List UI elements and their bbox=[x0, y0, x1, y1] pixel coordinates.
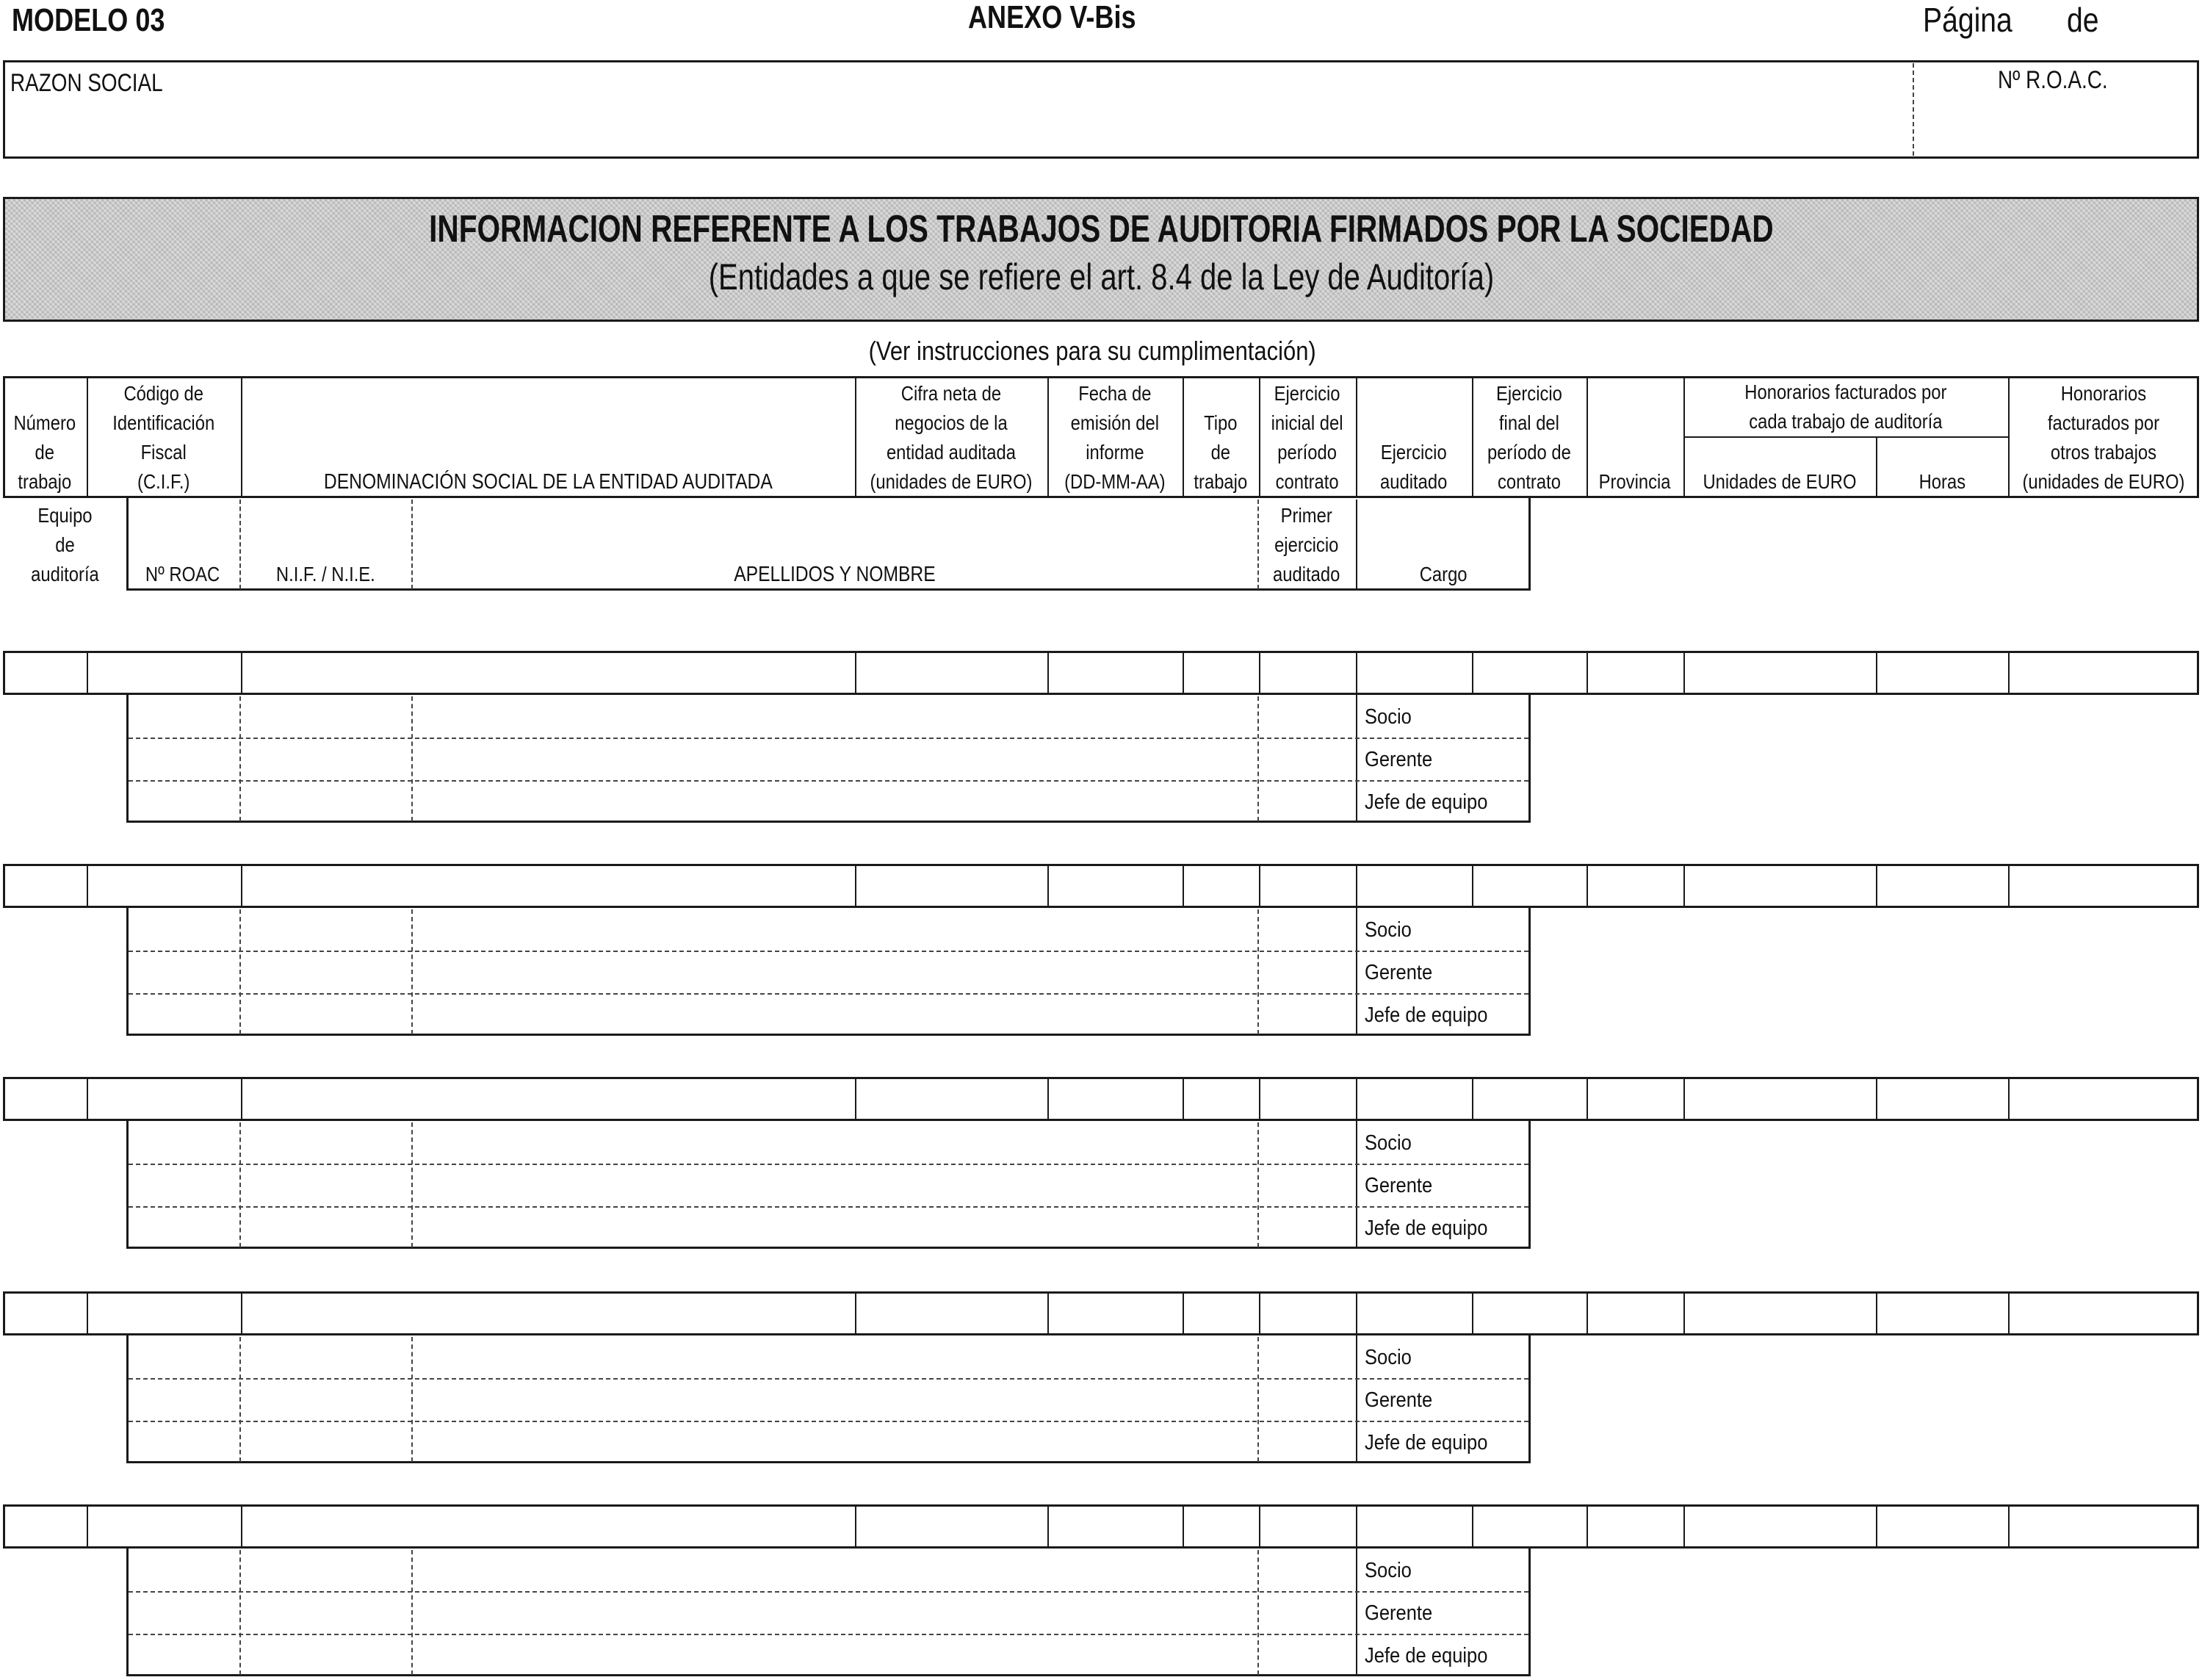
column-divider bbox=[1183, 1504, 1184, 1549]
col-unidades-euro-text: Unidades de EURO bbox=[1703, 470, 1857, 493]
team-cell[interactable] bbox=[414, 1551, 1257, 1589]
col-honorarios-otros bbox=[2008, 376, 2199, 497]
team-cell[interactable] bbox=[414, 995, 1257, 1034]
job-cell[interactable] bbox=[1050, 1079, 1182, 1119]
col-fecha-emision-text: Fecha de emisión del informe (DD-MM-AA) bbox=[1064, 382, 1166, 493]
team-cell[interactable] bbox=[242, 995, 411, 1034]
team-cell[interactable] bbox=[242, 740, 411, 778]
company-name-field[interactable] bbox=[10, 103, 1905, 151]
column-divider bbox=[1876, 1504, 1877, 1549]
job-cell[interactable] bbox=[857, 1294, 1047, 1333]
team-row-divider bbox=[129, 993, 1528, 995]
team-cell[interactable] bbox=[242, 782, 411, 821]
job-cell[interactable] bbox=[1589, 1507, 1683, 1546]
team-cell[interactable] bbox=[1260, 1423, 1355, 1461]
job-cell[interactable] bbox=[1686, 1079, 1875, 1119]
col-apellidos bbox=[411, 500, 1257, 589]
company-name-label: RAZON SOCIAL bbox=[10, 69, 163, 97]
team-role-label: Gerente bbox=[1365, 961, 1433, 984]
team-cell[interactable] bbox=[1260, 1338, 1355, 1376]
banner-title bbox=[0, 210, 2202, 248]
team-cell[interactable] bbox=[414, 740, 1257, 778]
banner-subtitle bbox=[0, 256, 2202, 298]
team-cell[interactable] bbox=[1260, 782, 1355, 821]
col-fecha-emision bbox=[1047, 376, 1183, 497]
column-divider bbox=[1876, 651, 1877, 695]
col-nif-text: N.I.F. / N.I.E. bbox=[275, 563, 375, 585]
team-column-divider bbox=[411, 696, 413, 821]
page-of-label: de bbox=[2067, 1, 2099, 39]
annex-label: ANEXO V-Bis bbox=[968, 0, 1136, 35]
col-ejercicio-inicial bbox=[1259, 376, 1356, 497]
team-cell[interactable] bbox=[129, 1166, 239, 1204]
cargo-divider bbox=[1356, 1549, 1357, 1676]
team-cell[interactable] bbox=[414, 910, 1257, 948]
col-equipo bbox=[3, 500, 126, 589]
team-cell[interactable] bbox=[242, 1166, 411, 1204]
col-ejercicio-auditado bbox=[1356, 376, 1472, 497]
job-cell[interactable] bbox=[89, 1079, 240, 1119]
job-cell[interactable] bbox=[857, 653, 1047, 693]
column-divider bbox=[2008, 1504, 2010, 1549]
team-row-divider bbox=[129, 1634, 1528, 1635]
job-cell[interactable] bbox=[2010, 1294, 2198, 1333]
model-label: MODELO 03 bbox=[12, 2, 165, 38]
job-cell[interactable] bbox=[1686, 653, 1875, 693]
team-cell[interactable] bbox=[414, 1423, 1257, 1461]
col-tipo-trabajo bbox=[1183, 376, 1259, 497]
col-denominacion bbox=[241, 376, 855, 497]
job-cell[interactable] bbox=[1474, 866, 1586, 906]
column-divider bbox=[1259, 1077, 1260, 1121]
col-ejercicio-final bbox=[1472, 376, 1586, 497]
job-cell[interactable] bbox=[1686, 1507, 1875, 1546]
team-role-label: Socio bbox=[1365, 918, 1412, 942]
column-divider bbox=[855, 1291, 856, 1335]
page-label: Página bbox=[1923, 1, 2013, 39]
job-cell[interactable] bbox=[1358, 1294, 1471, 1333]
column-divider bbox=[1683, 864, 1685, 908]
col-denominacion-text: DENOMINACIÓN SOCIAL DE LA ENTIDAD AUDITADA bbox=[323, 470, 773, 494]
team-row-divider bbox=[129, 780, 1528, 782]
team-role-label: Jefe de equipo bbox=[1365, 1644, 1488, 1668]
column-divider bbox=[1472, 1077, 1473, 1121]
column-divider bbox=[1683, 651, 1685, 695]
team-cell[interactable] bbox=[242, 953, 411, 991]
job-cell[interactable] bbox=[1686, 1294, 1875, 1333]
team-row-divider bbox=[129, 951, 1528, 952]
team-cell[interactable] bbox=[129, 782, 239, 821]
team-cell[interactable] bbox=[242, 1636, 411, 1674]
job-cell[interactable] bbox=[1878, 653, 2007, 693]
team-cell[interactable] bbox=[129, 1423, 239, 1461]
col-nif bbox=[239, 500, 411, 589]
team-cell[interactable] bbox=[242, 697, 411, 735]
job-cell[interactable] bbox=[1185, 1079, 1258, 1119]
team-role-label: Jefe de equipo bbox=[1365, 1431, 1488, 1454]
team-cell[interactable] bbox=[414, 1208, 1257, 1247]
job-cell[interactable] bbox=[857, 1507, 1047, 1546]
job-cell[interactable] bbox=[1358, 1507, 1471, 1546]
team-role-label: Gerente bbox=[1365, 1174, 1433, 1197]
job-cell[interactable] bbox=[857, 1079, 1047, 1119]
column-divider bbox=[241, 1077, 242, 1121]
team-cell[interactable] bbox=[1260, 1636, 1355, 1674]
team-cell[interactable] bbox=[1260, 1166, 1355, 1204]
job-cell[interactable] bbox=[1474, 653, 1586, 693]
col-cif bbox=[87, 376, 241, 497]
col-honorarios-otros-text: Honorarios facturados por otros trabajos (unidades de EURO) bbox=[2022, 382, 2185, 493]
col-primer-ejercicio bbox=[1257, 500, 1356, 589]
team-cell[interactable] bbox=[242, 1593, 411, 1632]
job-cell[interactable] bbox=[243, 1294, 854, 1333]
col-horas bbox=[1876, 436, 2008, 497]
column-divider bbox=[1183, 864, 1184, 908]
column-divider bbox=[87, 1077, 88, 1121]
team-cell[interactable] bbox=[414, 782, 1257, 821]
col-honorarios-group bbox=[1683, 376, 2008, 436]
team-cell[interactable] bbox=[242, 1551, 411, 1589]
team-row-divider bbox=[129, 1206, 1528, 1208]
team-row-divider bbox=[129, 738, 1528, 739]
column-divider bbox=[1356, 1077, 1357, 1121]
col-unidades-euro bbox=[1683, 436, 1876, 497]
team-cell[interactable] bbox=[129, 1593, 239, 1632]
team-role-label: Socio bbox=[1365, 705, 1412, 729]
job-cell[interactable] bbox=[5, 1079, 86, 1119]
team-cell[interactable] bbox=[1260, 1123, 1355, 1161]
team-column-divider bbox=[239, 1337, 241, 1462]
team-column-divider bbox=[1257, 1550, 1259, 1675]
team-role-label: Socio bbox=[1365, 1131, 1412, 1155]
col-cifra-neta bbox=[855, 376, 1047, 497]
team-role-label: Socio bbox=[1365, 1559, 1412, 1582]
team-cell[interactable] bbox=[1260, 1380, 1355, 1418]
column-divider bbox=[2008, 864, 2010, 908]
job-cell[interactable] bbox=[1185, 866, 1258, 906]
team-row-divider bbox=[129, 1164, 1528, 1165]
column-divider bbox=[1586, 1077, 1588, 1121]
col-cif-text: Código de Identificación Fiscal (C.I.F.) bbox=[112, 382, 215, 493]
job-cell[interactable] bbox=[5, 653, 86, 693]
team-cell[interactable] bbox=[1260, 910, 1355, 948]
cargo-divider bbox=[1356, 1121, 1357, 1249]
team-column-divider bbox=[239, 1550, 241, 1675]
column-divider bbox=[855, 651, 856, 695]
team-cell[interactable] bbox=[242, 1423, 411, 1461]
job-cell[interactable] bbox=[1474, 1507, 1586, 1546]
team-cell[interactable] bbox=[1260, 1551, 1355, 1589]
team-row-divider bbox=[129, 1378, 1528, 1380]
column-divider bbox=[1183, 1291, 1184, 1335]
column-divider bbox=[1876, 1291, 1877, 1335]
column-divider bbox=[241, 651, 242, 695]
job-cell[interactable] bbox=[5, 866, 86, 906]
team-row-divider bbox=[129, 1421, 1528, 1422]
job-cell[interactable] bbox=[1589, 653, 1683, 693]
team-cell[interactable] bbox=[129, 697, 239, 735]
col-honorarios-group-text: Honorarios facturados por cada trabajo de auditoría bbox=[1744, 381, 1947, 433]
team-cell[interactable] bbox=[1260, 1208, 1355, 1247]
job-cell[interactable] bbox=[1261, 1079, 1355, 1119]
cargo-divider bbox=[1356, 908, 1357, 1036]
column-divider bbox=[1259, 651, 1260, 695]
column-divider bbox=[1472, 651, 1473, 695]
column-divider bbox=[2008, 1291, 2010, 1335]
column-divider bbox=[1356, 651, 1357, 695]
roac-field[interactable] bbox=[1920, 103, 2192, 151]
team-column-divider bbox=[1257, 909, 1259, 1034]
job-cell[interactable] bbox=[1261, 1507, 1355, 1546]
team-column-divider bbox=[239, 696, 241, 821]
col-cargo bbox=[1356, 500, 1531, 589]
team-cell[interactable] bbox=[129, 1380, 239, 1418]
team-cell[interactable] bbox=[129, 1123, 239, 1161]
team-cell[interactable] bbox=[414, 1380, 1257, 1418]
team-cell[interactable] bbox=[1260, 697, 1355, 735]
team-cell[interactable] bbox=[414, 953, 1257, 991]
col-ejercicio-inicial-text: Ejercicio inicial del período contrato bbox=[1271, 382, 1343, 493]
team-column-divider bbox=[1257, 1122, 1259, 1247]
job-cell[interactable] bbox=[1589, 866, 1683, 906]
column-divider bbox=[1472, 1504, 1473, 1549]
job-cell[interactable] bbox=[1878, 1294, 2007, 1333]
column-divider bbox=[1683, 1077, 1685, 1121]
job-cell[interactable] bbox=[1589, 1294, 1683, 1333]
team-cell[interactable] bbox=[242, 1338, 411, 1376]
column-divider bbox=[87, 1291, 88, 1335]
team-column-divider bbox=[239, 909, 241, 1034]
team-cell[interactable] bbox=[242, 1123, 411, 1161]
col-cifra-neta-text: Cifra neta de negocios de la entidad auditada (unidades de EURO) bbox=[870, 382, 1033, 493]
team-column-divider bbox=[411, 909, 413, 1034]
job-cell[interactable] bbox=[5, 1294, 86, 1333]
column-divider bbox=[1183, 651, 1184, 695]
job-cell[interactable] bbox=[1474, 1079, 1586, 1119]
col-numero-trabajo-text: Número de trabajo bbox=[13, 411, 76, 493]
instructions-note-text: (Ver instrucciones para su cumplimentación) bbox=[868, 336, 1316, 366]
job-cell[interactable] bbox=[1358, 1079, 1471, 1119]
column-divider bbox=[1472, 864, 1473, 908]
column-divider bbox=[2008, 651, 2010, 695]
team-role-label: Jefe de equipo bbox=[1365, 790, 1488, 814]
col-apellidos-text: APELLIDOS Y NOMBRE bbox=[733, 563, 936, 586]
job-cell[interactable] bbox=[1474, 1294, 1586, 1333]
job-cell[interactable] bbox=[1686, 866, 1875, 906]
job-cell[interactable] bbox=[1878, 866, 2007, 906]
team-role-label: Jefe de equipo bbox=[1365, 1216, 1488, 1240]
column-divider bbox=[1586, 1504, 1588, 1549]
column-divider bbox=[87, 864, 88, 908]
column-divider bbox=[1259, 864, 1260, 908]
column-divider bbox=[1876, 1077, 1877, 1121]
col-equipo-text: Equipo de auditoría bbox=[30, 504, 99, 585]
job-cell[interactable] bbox=[89, 1507, 240, 1546]
col-cargo-text: Cargo bbox=[1419, 563, 1468, 585]
job-cell[interactable] bbox=[1358, 653, 1471, 693]
job-cell[interactable] bbox=[1261, 1294, 1355, 1333]
job-cell[interactable] bbox=[1185, 1294, 1258, 1333]
team-column-divider bbox=[411, 1337, 413, 1462]
team-row-divider bbox=[129, 1591, 1528, 1593]
column-divider bbox=[2008, 1077, 2010, 1121]
column-divider bbox=[1586, 1291, 1588, 1335]
column-divider bbox=[1683, 1504, 1685, 1549]
instructions-note bbox=[0, 338, 2202, 364]
job-cell[interactable] bbox=[1589, 1079, 1683, 1119]
cargo-divider bbox=[1356, 695, 1357, 823]
col-tipo-trabajo-text: Tipo de trabajo bbox=[1194, 411, 1248, 493]
team-cell[interactable] bbox=[1260, 1593, 1355, 1632]
team-cell[interactable] bbox=[129, 1551, 239, 1589]
team-column-divider bbox=[1257, 1337, 1259, 1462]
job-cell[interactable] bbox=[1878, 1079, 2007, 1119]
team-column-divider bbox=[1257, 696, 1259, 821]
team-cell[interactable] bbox=[1260, 995, 1355, 1034]
team-cell[interactable] bbox=[414, 1338, 1257, 1376]
job-cell[interactable] bbox=[1050, 1294, 1182, 1333]
job-cell[interactable] bbox=[89, 866, 240, 906]
col-horas-text: Horas bbox=[1918, 470, 1965, 493]
col-roac bbox=[126, 500, 239, 589]
job-cell[interactable] bbox=[857, 866, 1047, 906]
column-divider bbox=[241, 1291, 242, 1335]
column-divider bbox=[1047, 651, 1049, 695]
team-cell[interactable] bbox=[129, 1338, 239, 1376]
col-ejercicio-final-text: Ejercicio final del período de contrato bbox=[1487, 382, 1571, 493]
column-divider bbox=[1586, 651, 1588, 695]
col-roac-text: Nº ROAC bbox=[145, 563, 220, 585]
team-cell[interactable] bbox=[414, 1593, 1257, 1632]
team-cell[interactable] bbox=[1260, 740, 1355, 778]
column-divider bbox=[1356, 1291, 1357, 1335]
team-cell[interactable] bbox=[414, 1166, 1257, 1204]
job-cell[interactable] bbox=[1050, 653, 1182, 693]
column-divider bbox=[1259, 1291, 1260, 1335]
team-role-label: Gerente bbox=[1365, 1388, 1433, 1412]
team-cell[interactable] bbox=[129, 995, 239, 1034]
job-cell[interactable] bbox=[1878, 1507, 2007, 1546]
column-divider bbox=[1047, 1504, 1049, 1549]
team-column-divider bbox=[411, 1550, 413, 1675]
job-cell[interactable] bbox=[5, 1507, 86, 1546]
column-divider bbox=[1259, 1504, 1260, 1549]
team-cell[interactable] bbox=[129, 910, 239, 948]
column-divider bbox=[87, 1504, 88, 1549]
column-divider bbox=[855, 1504, 856, 1549]
column-divider bbox=[87, 651, 88, 695]
team-cell[interactable] bbox=[242, 910, 411, 948]
team-column-divider bbox=[411, 1122, 413, 1247]
job-cell[interactable] bbox=[243, 653, 854, 693]
team-role-label: Jefe de equipo bbox=[1365, 1003, 1488, 1027]
column-divider bbox=[241, 864, 242, 908]
job-cell[interactable] bbox=[2010, 653, 2198, 693]
col-ejercicio-auditado-text: Ejercicio auditado bbox=[1380, 441, 1448, 493]
column-divider bbox=[1047, 1077, 1049, 1121]
column-divider bbox=[1356, 1504, 1357, 1549]
job-cell[interactable] bbox=[1358, 866, 1471, 906]
column-divider bbox=[1047, 1291, 1049, 1335]
col-provincia-text: Provincia bbox=[1599, 470, 1671, 493]
job-cell[interactable] bbox=[1185, 653, 1258, 693]
company-box-divider bbox=[1913, 63, 1914, 156]
team-cell[interactable] bbox=[129, 1208, 239, 1247]
job-cell[interactable] bbox=[243, 1079, 854, 1119]
job-cell[interactable] bbox=[1050, 866, 1182, 906]
team-role-label: Gerente bbox=[1365, 748, 1433, 771]
col-numero-trabajo bbox=[3, 376, 87, 497]
job-cell[interactable] bbox=[1261, 866, 1355, 906]
job-cell[interactable] bbox=[243, 866, 854, 906]
team-role-label: Gerente bbox=[1365, 1601, 1433, 1625]
team-cell[interactable] bbox=[414, 1636, 1257, 1674]
banner-title-text: INFORMACION REFERENTE A LOS TRABAJOS DE AUDITORIA FIRMADOS POR LA SOCIEDAD bbox=[428, 208, 1774, 250]
job-cell[interactable] bbox=[89, 653, 240, 693]
team-column-divider bbox=[239, 1122, 241, 1247]
roac-label: Nº R.O.A.C. bbox=[1998, 66, 2108, 94]
job-cell[interactable] bbox=[2010, 866, 2198, 906]
col-primer-ejercicio-text: Primer ejercicio auditado bbox=[1273, 504, 1340, 585]
column-divider bbox=[855, 864, 856, 908]
team-role-label: Socio bbox=[1365, 1346, 1412, 1369]
column-divider bbox=[1047, 864, 1049, 908]
team-cell[interactable] bbox=[242, 1380, 411, 1418]
col-provincia bbox=[1586, 376, 1683, 497]
column-divider bbox=[1876, 864, 1877, 908]
job-cell[interactable] bbox=[2010, 1079, 2198, 1119]
team-cell[interactable] bbox=[129, 1636, 239, 1674]
column-divider bbox=[1586, 864, 1588, 908]
job-cell[interactable] bbox=[89, 1294, 240, 1333]
team-cell[interactable] bbox=[414, 1123, 1257, 1161]
column-divider bbox=[1356, 864, 1357, 908]
job-cell[interactable] bbox=[1185, 1507, 1258, 1546]
job-cell[interactable] bbox=[1261, 653, 1355, 693]
team-cell[interactable] bbox=[1260, 953, 1355, 991]
column-divider bbox=[1472, 1291, 1473, 1335]
team-cell[interactable] bbox=[129, 953, 239, 991]
column-divider bbox=[855, 1077, 856, 1121]
column-divider bbox=[1683, 1291, 1685, 1335]
team-cell[interactable] bbox=[414, 697, 1257, 735]
column-divider bbox=[1183, 1077, 1184, 1121]
job-cell[interactable] bbox=[243, 1507, 854, 1546]
job-cell[interactable] bbox=[2010, 1507, 2198, 1546]
job-cell[interactable] bbox=[1050, 1507, 1182, 1546]
team-cell[interactable] bbox=[242, 1208, 411, 1247]
column-divider bbox=[241, 1504, 242, 1549]
team-cell[interactable] bbox=[129, 740, 239, 778]
cargo-divider bbox=[1356, 1335, 1357, 1463]
banner-subtitle-text: (Entidades a que se refiere el art. 8.4 de la Ley de Auditoría) bbox=[708, 256, 1494, 298]
